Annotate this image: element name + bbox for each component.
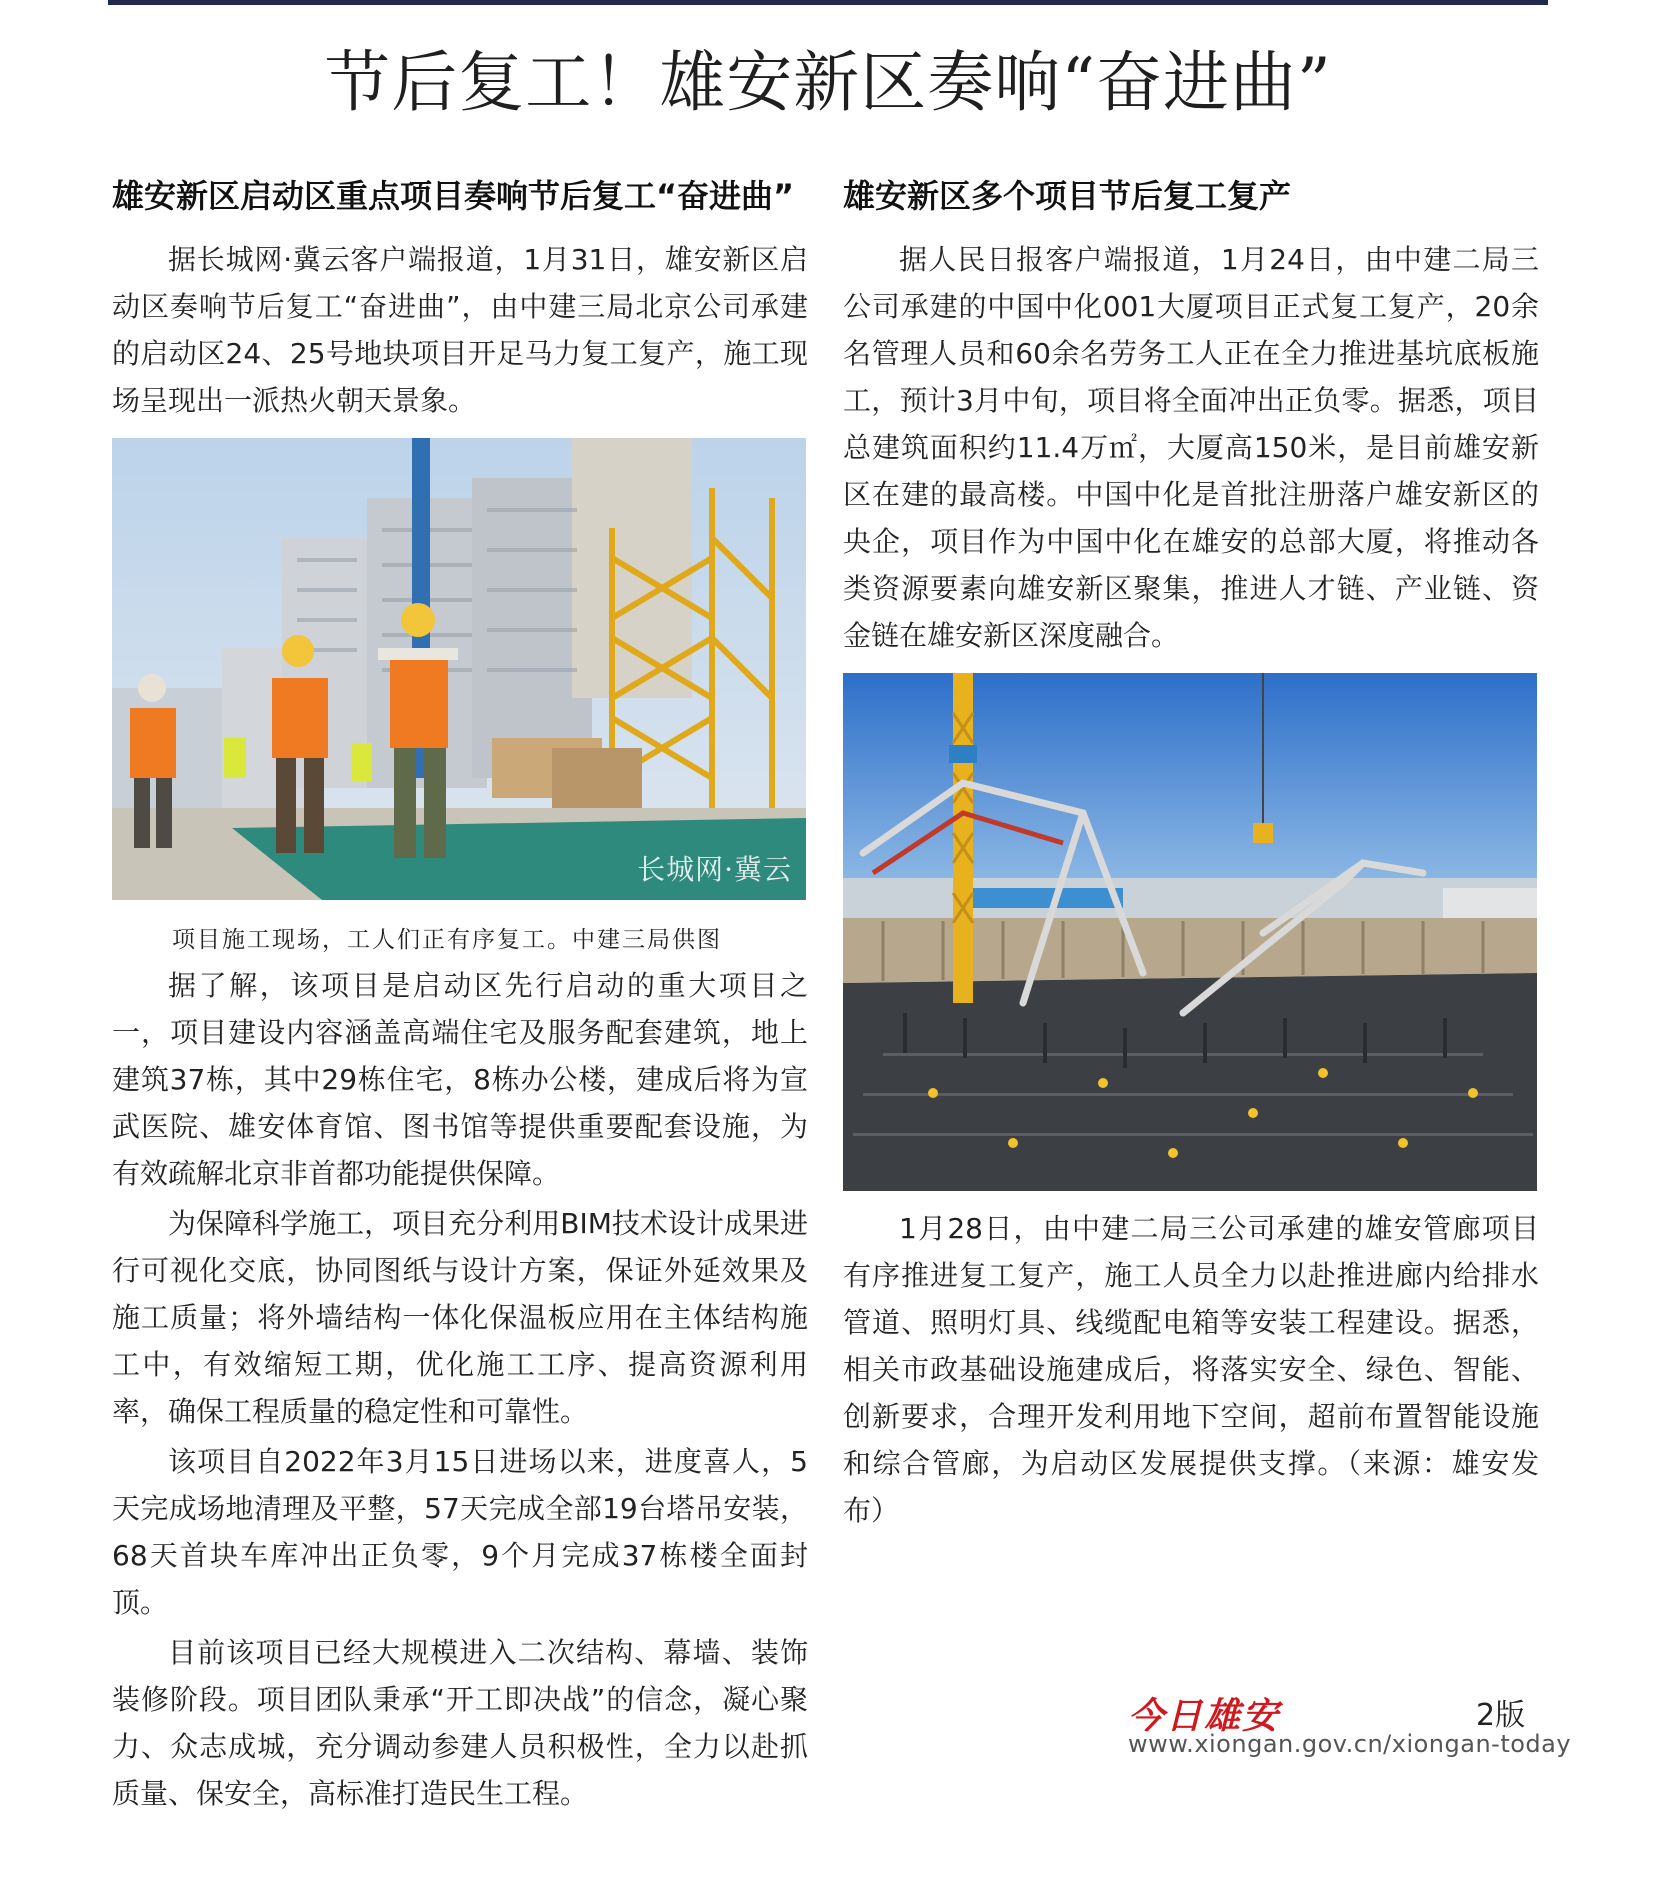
left-paragraph-2: 据了解，该项目是启动区先行启动的重大项目之一，项目建设内容涵盖高端住宅及服务配套建筑，地上建筑37栋，其中29栋住宅，8栋办公楼，建成后将为宣武医院、雄安体育馆、图书馆等提供重要配套设施，为有效疏解北京非首都功能提供保障。 (112, 969, 808, 1190)
construction-workers-photo (112, 438, 806, 900)
left-paragraph-3: 为保障科学施工，项目充分利用BIM技术设计成果进行可视化交底，协同图纸与设计方案，保证外延效果及施工质量；将外墙结构一体化保温板应用在主体结构施工中，有效缩短工期，优化施工工序、提高资源利用率，确保工程质量的稳定性和可靠性。 (112, 1207, 808, 1428)
page-title: 节后复工！雄安新区奏响“奋进曲” (324, 44, 1332, 121)
right-article-heading: 雄安新区多个项目节后复工复产 (843, 177, 1292, 215)
site-url[interactable]: www.xiongan.gov.cn/xiongan-today (1128, 1730, 1572, 1758)
top-rule (108, 0, 1548, 5)
right-paragraph-1: 据人民日报客户端报道，1月24日，由中建二局三公司承建的中国中化001大厦项目正式复工复产，20余名管理人员和60余名劳务工人正在全力推进基坑底板施工，预计3月中旬，项目将全面冲出正负零。据悉，项目总建筑面积约11.4万㎡，大厦高150米，是目前雄安新区在建的最高楼。中国中化是首批注册落户雄安新区的央企，项目作为中国中化在雄安的总部大厦，将推动各类资源要素向雄安新区聚集，推进人才链、产业链、资金链在雄安新区深度融合。 (843, 243, 1539, 652)
photo-caption: 项目施工现场，工人们正有序复工。中建三局供图 (172, 927, 722, 953)
left-paragraph-1: 据长城网·冀云客户端报道，1月31日，雄安新区启动区奏响节后复工“奋进曲”，由中建三局北京公司承建的启动区24、25号地块项目开足马力复工复产，施工现场呈现出一派热火朝天景象。 (112, 243, 808, 417)
right-paragraph-2: 1月28日，由中建二局三公司承建的雄安管廊项目有序推进复工复产，施工人员全力以赴推进廊内给排水管道、照明灯具、线缆配电箱等安装工程建设。据悉，相关市政基础设施建成后，将落实安全、绿色、智能、创新要求，合理开发利用地下空间，超前布置智能设施和综合管廊，为启动区发展提供支撑。（来源：雄安发布） (843, 1212, 1539, 1527)
foundation-pit-photo (843, 673, 1537, 1191)
right-article (843, 170, 1539, 1534)
left-paragraph-4: 该项目自2022年3月15日进场以来，进度喜人，5天完成场地清理及平整，57天完成全部19台塔吊安装，68天首块车库冲出正负零，9个月完成37栋楼全面封顶。 (112, 1445, 808, 1619)
masthead-logo: 今日雄安 (1128, 1695, 1281, 1737)
left-article (112, 170, 808, 1817)
foundation-pit-image (843, 673, 1537, 1191)
photo-watermark: 长城网·冀云 (637, 853, 792, 886)
construction-workers-image (112, 438, 806, 900)
left-article-heading: 雄安新区启动区重点项目奏响节后复工“奋进曲” (112, 177, 795, 215)
edition-label: 2版 (1476, 1698, 1526, 1733)
left-paragraph-5: 目前该项目已经大规模进入二次结构、幕墙、装饰装修阶段。项目团队秉承“开工即决战”的信念，凝心聚力、众志成城，充分调动参建人员积极性，全力以赴抓质量、保安全，高标准打造民生工程。 (112, 1636, 808, 1810)
